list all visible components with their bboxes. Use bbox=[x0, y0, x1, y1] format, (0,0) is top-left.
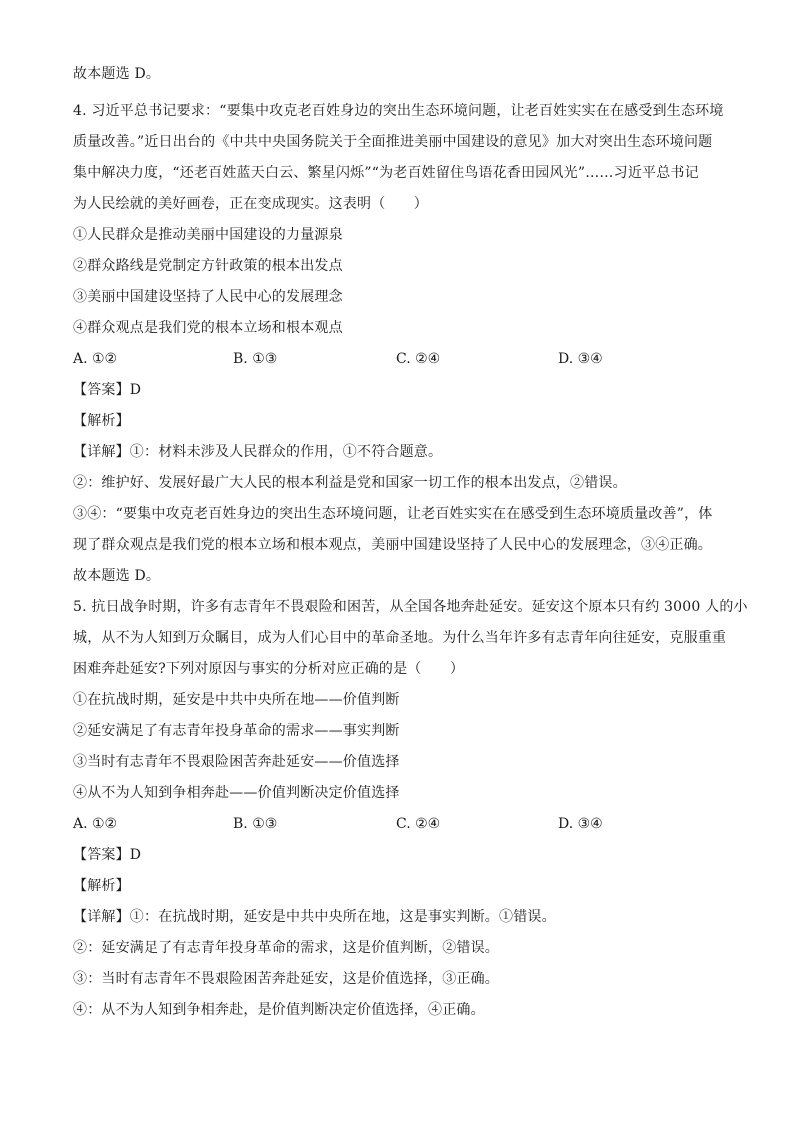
q4-stem-line-4: 为人民绘就的美好画卷，正在变成现实。这表明（ ） bbox=[73, 196, 428, 212]
q5-statement-3: ③当时有志青年不畏艰险困苦奔赴延安——价值选择 bbox=[73, 754, 400, 770]
q5-stem-line-1: 5. 抗日战争时期，许多有志青年不畏艰险和困苦，从全国各地奔赴延安。延安这个原本只有约 3000 人的小 bbox=[73, 599, 748, 615]
q5-stem-line-3: 困难奔赴延安?下列对原因与事实的分析对应正确的是（ ） bbox=[73, 661, 465, 677]
q4-stem-line-2: 质量改善。”近日出台的《中共中央国务院关于全面推进美丽中国建设的意见》加大对突出生态环境问题 bbox=[73, 134, 713, 150]
q4-option-c: C. ②④ bbox=[396, 351, 441, 367]
q5-answer: 【答案】D bbox=[73, 847, 142, 863]
q4-answer: 【答案】D bbox=[73, 382, 142, 398]
q5-statement-4: ④从不为人知到争相奔赴——价值判断决定价值选择 bbox=[73, 785, 400, 801]
q5-analysis-line-4: ④：从不为人知到争相奔赴，是价值判断决定价值选择，④正确。 bbox=[73, 1002, 485, 1018]
q5-statement-1: ①在抗战时期，延安是中共中央所在地——价值判断 bbox=[73, 692, 400, 708]
q4-option-d: D. ③④ bbox=[558, 351, 603, 367]
q5-analysis-line-2: ②：延安满足了有志青年投身革命的需求，这是价值判断，②错误。 bbox=[73, 940, 499, 956]
previous-answer-conclusion: 故本题选 D。 bbox=[73, 66, 161, 82]
q5-option-c: C. ②④ bbox=[396, 816, 441, 832]
q5-option-b: B. ①③ bbox=[233, 816, 278, 832]
q4-analysis-line-2: ②：维护好、发展好最广大人民的根本利益是党和国家一切工作的根本出发点，②错误。 bbox=[73, 475, 627, 491]
q5-analysis-line-3: ③：当时有志青年不畏艰险困苦奔赴延安，这是价值选择，③正确。 bbox=[73, 971, 499, 987]
q4-analysis-line-3: ③④：“要集中攻克老百姓身边的突出生态环境问题，让老百姓实实在在感受到生态环境质量改善”，体 bbox=[73, 506, 713, 522]
q4-stem-line-1: 4. 习近平总书记要求：“要集中攻克老百姓身边的突出生态环境问题，让老百姓实实在在感受到生态环境 bbox=[73, 103, 724, 119]
q4-option-a: A. ①② bbox=[73, 351, 118, 367]
q4-option-b: B. ①③ bbox=[233, 351, 278, 367]
q5-analysis-line-1: 【详解】①：在抗战时期，延安是中共中央所在地，这是事实判断。①错误。 bbox=[73, 909, 556, 925]
q5-statement-2: ②延安满足了有志青年投身革命的需求——事实判断 bbox=[73, 723, 400, 739]
q4-stem-line-3: 集中解决力度，“还老百姓蓝天白云、繁星闪烁”“为老百姓留住鸟语花香田园风光”……习近平总书记 bbox=[73, 165, 699, 181]
q4-statement-2: ②群众路线是党制定方针政策的根本出发点 bbox=[73, 258, 343, 274]
q4-statement-3: ③美丽中国建设坚持了人民中心的发展理念 bbox=[73, 289, 343, 305]
q4-analysis-conclusion: 故本题选 D。 bbox=[73, 568, 161, 584]
q4-analysis-label: 【解析】 bbox=[73, 413, 130, 429]
q4-statement-4: ④群众观点是我们党的根本立场和根本观点 bbox=[73, 320, 343, 336]
q4-analysis-line-4: 现了群众观点是我们党的根本立场和根本观点，美丽中国建设坚持了人民中心的发展理念，③④正确。 bbox=[73, 537, 712, 553]
q5-option-a: A. ①② bbox=[73, 816, 118, 832]
q5-option-d: D. ③④ bbox=[558, 816, 603, 832]
q5-stem-line-2: 城，从不为人知到万众瞩目，成为人们心目中的革命圣地。为什么当年许多有志青年向往延安，克服重重 bbox=[73, 630, 727, 646]
q4-analysis-line-1: 【详解】①：材料未涉及人民群众的作用，①不符合题意。 bbox=[73, 444, 443, 460]
q4-statement-1: ①人民群众是推动美丽中国建设的力量源泉 bbox=[73, 227, 343, 243]
q5-analysis-label: 【解析】 bbox=[73, 878, 130, 894]
